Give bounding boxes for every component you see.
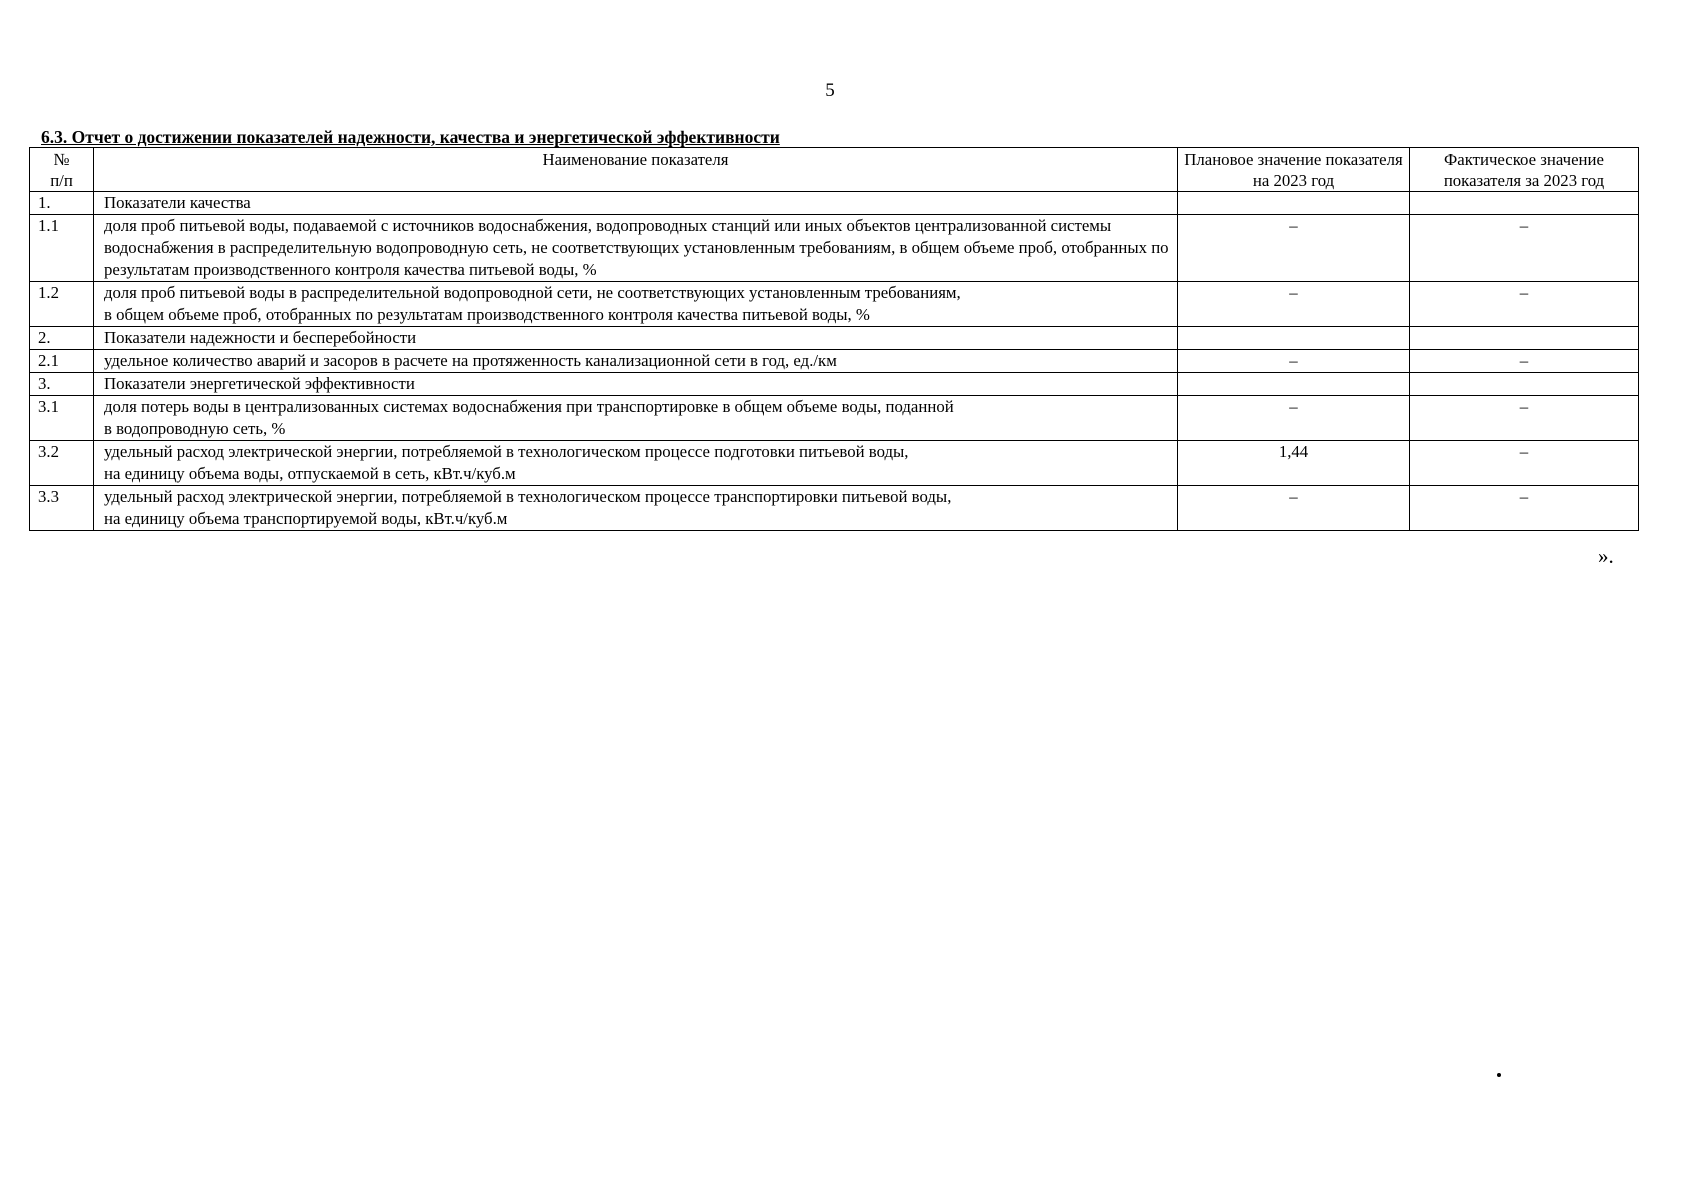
plan-value-cell: –	[1178, 350, 1410, 373]
row-number-cell: 2.1	[30, 350, 94, 373]
scan-dot-mark	[1497, 1073, 1501, 1077]
header-row	[30, 148, 1639, 192]
indicator-name-cell: Показатели энергетической эффективности	[94, 373, 1178, 396]
row-number-cell: 3.2	[30, 441, 94, 486]
fact-value-cell: –	[1410, 486, 1639, 531]
table-row	[30, 441, 1639, 486]
fact-value-cell: –	[1410, 215, 1639, 282]
header-num: № п/п	[30, 148, 94, 192]
indicators-table	[29, 147, 1639, 531]
plan-value-cell	[1178, 192, 1410, 215]
row-number-cell: 1.2	[30, 282, 94, 327]
table-row	[30, 215, 1639, 282]
plan-value-cell: 1,44	[1178, 441, 1410, 486]
indicator-name-cell: удельный расход электрической энергии, потребляемой в технологическом процессе транспортировки питьевой воды, на единицу объема транспортируемой воды, кВт.ч/куб.м	[94, 486, 1178, 531]
header-name: Наименование показателя	[94, 148, 1178, 192]
plan-value-cell: –	[1178, 282, 1410, 327]
indicator-name-cell: удельное количество аварий и засоров в расчете на протяженность канализационной сети в год, ед./км	[94, 350, 1178, 373]
table-row	[30, 373, 1639, 396]
indicator-name-cell: Показатели надежности и бесперебойности	[94, 327, 1178, 350]
fact-value-cell	[1410, 192, 1639, 215]
plan-value-cell	[1178, 373, 1410, 396]
plan-value-cell	[1178, 327, 1410, 350]
plan-value-cell: –	[1178, 486, 1410, 531]
indicator-name-cell: Показатели качества	[94, 192, 1178, 215]
table-row	[30, 350, 1639, 373]
fact-value-cell: –	[1410, 350, 1639, 373]
table-row	[30, 327, 1639, 350]
fact-value-cell: –	[1410, 282, 1639, 327]
row-number-cell: 3.1	[30, 396, 94, 441]
row-number-cell: 1.	[30, 192, 94, 215]
indicator-name-cell: доля потерь воды в централизованных системах водоснабжения при транспортировке в общем объеме воды, поданной в водопроводную сеть, %	[94, 396, 1178, 441]
closing-quote: ».	[1598, 544, 1614, 568]
row-number-cell: 2.	[30, 327, 94, 350]
row-number-cell: 1.1	[30, 215, 94, 282]
fact-value-cell	[1410, 373, 1639, 396]
table-row	[30, 486, 1639, 531]
indicator-name-cell: доля проб питьевой воды в распределительной водопроводной сети, не соответствующих установленным требованиям, в общем объеме проб, отобранных по результатам производственного контроля качества питьевой воды, %	[94, 282, 1178, 327]
table-body	[30, 192, 1639, 531]
page-number: 5	[825, 80, 835, 101]
fact-value-cell	[1410, 327, 1639, 350]
fact-value-cell: –	[1410, 396, 1639, 441]
section-title: 6.3. Отчет о достижении показателей надежности, качества и энергетической эффективности	[41, 127, 780, 147]
plan-value-cell: –	[1178, 215, 1410, 282]
indicator-name-cell: доля проб питьевой воды, подаваемой с источников водоснабжения, водопроводных станций или иных объектов централизованной системы водоснабжения в распределительную водопроводную сеть, не соответствующих установленным требованиям, в общем объеме проб, отобранных по результатам производственного контроля качества питьевой воды, %	[94, 215, 1178, 282]
plan-value-cell: –	[1178, 396, 1410, 441]
header-fact: Фактическое значение показателя за 2023 год	[1410, 148, 1639, 192]
indicator-name-cell: удельный расход электрической энергии, потребляемой в технологическом процессе подготовки питьевой воды, на единицу объема воды, отпускаемой в сеть, кВт.ч/куб.м	[94, 441, 1178, 486]
row-number-cell: 3.3	[30, 486, 94, 531]
row-number-cell: 3.	[30, 373, 94, 396]
table-row	[30, 282, 1639, 327]
table-row	[30, 396, 1639, 441]
table-row	[30, 192, 1639, 215]
table-header	[30, 148, 1639, 192]
header-plan: Плановое значение показателя на 2023 год	[1178, 148, 1410, 192]
fact-value-cell: –	[1410, 441, 1639, 486]
